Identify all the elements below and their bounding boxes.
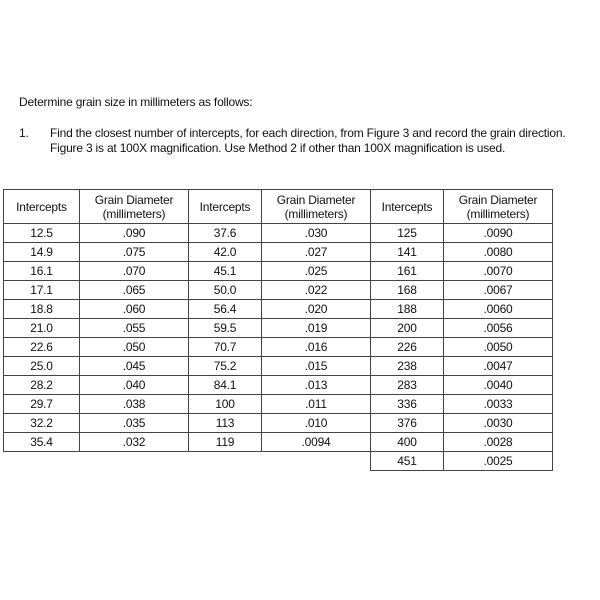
grain-diameter-cell: .0056 <box>444 319 553 338</box>
intercepts-cell: 141 <box>371 243 444 262</box>
grain-diameter-cell: .0094 <box>262 433 371 452</box>
intercepts-cell: 100 <box>189 395 262 414</box>
table-row <box>4 262 553 281</box>
grain-diameter-cell: .035 <box>80 414 189 433</box>
grain-diameter-cell: .038 <box>80 395 189 414</box>
column-header: Grain Diameter (millimeters) <box>444 190 553 224</box>
table-row <box>4 281 553 300</box>
table-row <box>4 300 553 319</box>
intercepts-cell: 283 <box>371 376 444 395</box>
step-text: Find the closest number of intercepts, for each direction, from Figure 3 and record the grain direction. Figure 3 is at 100X magnification. Use Method 2 if other than 100X magnification is used. <box>50 126 566 155</box>
intercepts-cell: 70.7 <box>189 338 262 357</box>
intercepts-cell: 28.2 <box>4 376 80 395</box>
column-header: Grain Diameter (millimeters) <box>80 190 189 224</box>
grain-diameter-cell: .032 <box>80 433 189 452</box>
grain-diameter-cell: .025 <box>262 262 371 281</box>
grain-diameter-cell: .0030 <box>444 414 553 433</box>
grain-diameter-cell: .0028 <box>444 433 553 452</box>
intercepts-cell: 336 <box>371 395 444 414</box>
empty-cell <box>189 452 262 471</box>
intercepts-cell: 16.1 <box>4 262 80 281</box>
table-row <box>4 395 553 414</box>
intercepts-cell: 113 <box>189 414 262 433</box>
table-row <box>4 224 553 243</box>
grain-diameter-cell: .045 <box>80 357 189 376</box>
empty-cell <box>80 452 189 471</box>
grain-diameter-cell: .050 <box>80 338 189 357</box>
intercepts-cell: 50.0 <box>189 281 262 300</box>
intercepts-cell: 21.0 <box>4 319 80 338</box>
column-header: Intercepts <box>4 190 80 224</box>
grain-diameter-cell: .019 <box>262 319 371 338</box>
intro-text: Determine grain size in millimeters as follows: <box>19 95 253 109</box>
table-row <box>4 452 553 471</box>
intercepts-cell: 25.0 <box>4 357 80 376</box>
intercepts-cell: 200 <box>371 319 444 338</box>
grain-diameter-cell: .055 <box>80 319 189 338</box>
grain-diameter-cell: .020 <box>262 300 371 319</box>
grain-diameter-cell: .027 <box>262 243 371 262</box>
intercepts-cell: 56.4 <box>189 300 262 319</box>
step-number: 1. <box>19 126 29 140</box>
grain-diameter-cell: .0060 <box>444 300 553 319</box>
intercepts-cell: 45.1 <box>189 262 262 281</box>
table-row <box>4 319 553 338</box>
grain-diameter-cell: .0067 <box>444 281 553 300</box>
intercepts-cell: 42.0 <box>189 243 262 262</box>
intercepts-cell: 29.7 <box>4 395 80 414</box>
intercepts-cell: 59.5 <box>189 319 262 338</box>
table-row <box>4 376 553 395</box>
intercepts-cell: 161 <box>371 262 444 281</box>
grain-size-table <box>3 189 553 471</box>
grain-diameter-cell: .013 <box>262 376 371 395</box>
grain-diameter-cell: .0090 <box>444 224 553 243</box>
intercepts-cell: 226 <box>371 338 444 357</box>
table-header-row <box>4 190 553 224</box>
intercepts-cell: 84.1 <box>189 376 262 395</box>
grain-diameter-cell: .010 <box>262 414 371 433</box>
intercepts-cell: 188 <box>371 300 444 319</box>
intercepts-cell: 22.6 <box>4 338 80 357</box>
grain-diameter-cell: .030 <box>262 224 371 243</box>
intercepts-cell: 238 <box>371 357 444 376</box>
grain-diameter-cell: .040 <box>80 376 189 395</box>
intercepts-cell: 32.2 <box>4 414 80 433</box>
intercepts-cell: 376 <box>371 414 444 433</box>
intercepts-cell: 14.9 <box>4 243 80 262</box>
empty-cell <box>262 452 371 471</box>
column-header: Intercepts <box>371 190 444 224</box>
intercepts-cell: 35.4 <box>4 433 80 452</box>
grain-diameter-cell: .0025 <box>444 452 553 471</box>
grain-diameter-cell: .060 <box>80 300 189 319</box>
grain-diameter-cell: .090 <box>80 224 189 243</box>
intercepts-cell: 12.5 <box>4 224 80 243</box>
empty-cell <box>4 452 80 471</box>
intercepts-cell: 168 <box>371 281 444 300</box>
table-row <box>4 243 553 262</box>
intercepts-cell: 75.2 <box>189 357 262 376</box>
grain-diameter-cell: .070 <box>80 262 189 281</box>
grain-diameter-cell: .0047 <box>444 357 553 376</box>
grain-diameter-cell: .022 <box>262 281 371 300</box>
intercepts-cell: 17.1 <box>4 281 80 300</box>
table-row <box>4 357 553 376</box>
grain-diameter-cell: .0033 <box>444 395 553 414</box>
grain-diameter-cell: .065 <box>80 281 189 300</box>
grain-diameter-cell: .0080 <box>444 243 553 262</box>
intercepts-cell: 400 <box>371 433 444 452</box>
column-header: Grain Diameter (millimeters) <box>262 190 371 224</box>
grain-diameter-cell: .0070 <box>444 262 553 281</box>
grain-diameter-cell: .075 <box>80 243 189 262</box>
grain-diameter-cell: .016 <box>262 338 371 357</box>
grain-diameter-cell: .0050 <box>444 338 553 357</box>
intercepts-cell: 125 <box>371 224 444 243</box>
intercepts-cell: 37.6 <box>189 224 262 243</box>
table-row <box>4 414 553 433</box>
table-body <box>4 224 553 471</box>
grain-diameter-cell: .0040 <box>444 376 553 395</box>
intercepts-cell: 18.8 <box>4 300 80 319</box>
column-header: Intercepts <box>189 190 262 224</box>
table-row <box>4 433 553 452</box>
intercepts-cell: 119 <box>189 433 262 452</box>
table-row <box>4 338 553 357</box>
grain-diameter-cell: .011 <box>262 395 371 414</box>
grain-diameter-cell: .015 <box>262 357 371 376</box>
intercepts-cell: 451 <box>371 452 444 471</box>
